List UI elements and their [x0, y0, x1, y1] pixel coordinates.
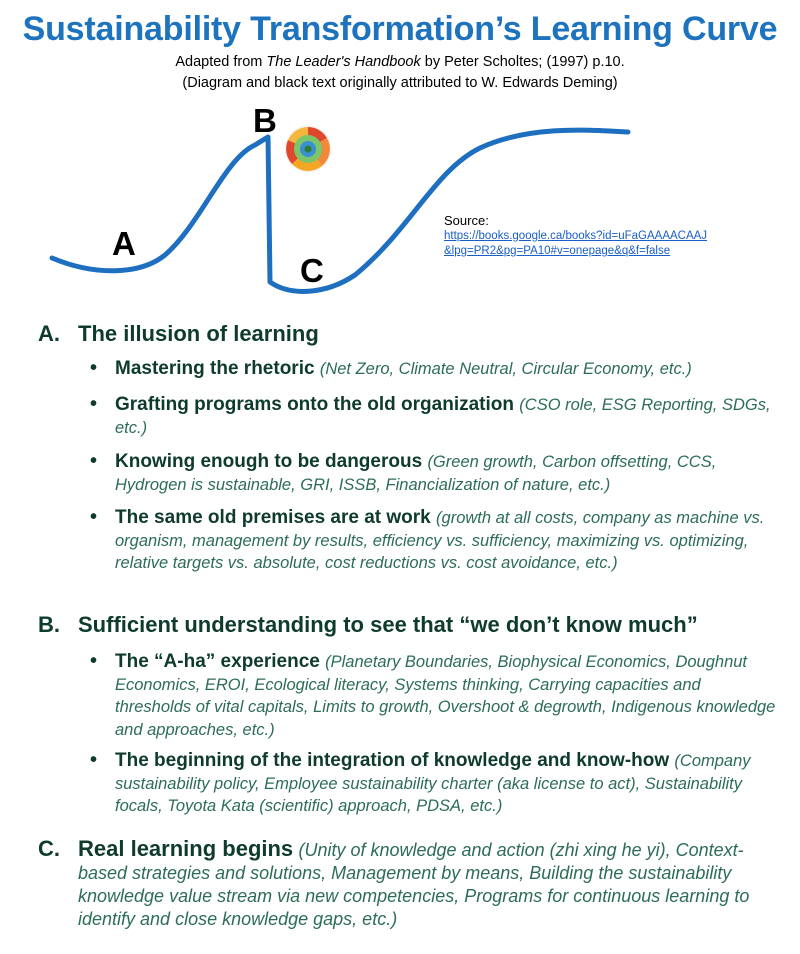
- learning-curve-path: [52, 130, 628, 291]
- curve-label-b: B: [253, 102, 277, 139]
- section-a-heading: [38, 321, 319, 347]
- learning-curve-diagram: [0, 100, 800, 315]
- subtitle-pre: Adapted from: [175, 54, 267, 70]
- section-b-letter: B.: [38, 612, 60, 637]
- bullet-head: The beginning of the integration of knowledge and know-how: [115, 750, 670, 771]
- section-a-letter: A.: [38, 321, 60, 346]
- subtitle-attribution: (Diagram and black text originally attributed to W. Edwards Deming): [182, 75, 618, 91]
- source-link-line1[interactable]: https://books.google.ca/books?id=uFaGAAAACAAJ: [444, 229, 708, 242]
- source-label: Source:: [444, 213, 489, 228]
- source-link-line2[interactable]: &lpg=PR2&pg=PA10#v=onepage&q&f=false: [444, 245, 671, 257]
- bullet-dot: •: [90, 357, 98, 379]
- section-a-title: The illusion of learning: [78, 321, 319, 346]
- page-title: Sustainability Transformation’s Learning Curve: [22, 10, 778, 48]
- curve-label-c: C: [300, 252, 324, 289]
- bullet-detail: (Net Zero, Climate Neutral, Circular Economy, etc.): [319, 360, 692, 378]
- section-c-detail: (Unity of knowledge and action (zhi xing he yi), Context-based strategies and solutions, Management by means, Building the sustainability knowledge value stream via new competencies, Programs for continuous learning to identify and close knowledge gaps, etc.): [78, 840, 750, 929]
- section-c-title: Real learning begins: [78, 836, 294, 861]
- bullet-dot: •: [90, 506, 98, 528]
- bullet-dot: •: [90, 450, 98, 472]
- learning-curve-svg: [0, 100, 800, 315]
- bullet-detail: (growth at all costs, company as machine vs. organism, management by results, efficiency vs. sufficiency, maximizing vs. optimizing, relative targets vs. absolute, cost reductions vs. cost avoidance, etc.): [115, 509, 765, 572]
- bullet-detail: (CSO role, ESG Reporting, SDGs, etc.): [115, 396, 771, 437]
- planetary-boundaries-doughnut-icon: [285, 126, 331, 172]
- list-item: [90, 750, 780, 818]
- list-item: [90, 451, 780, 496]
- bullet-detail: (Planetary Boundaries, Biophysical Economics, Doughnut Economics, EROI, Ecological literacy, Systems thinking, Carrying capacities and thresholds of vital capitals, Limits to growth, Overshoot & degrowth, Indigenous knowledge and approaches, etc.): [115, 653, 776, 739]
- section-c-letter: C.: [38, 836, 60, 861]
- list-item: [90, 507, 780, 575]
- section-b-heading: [38, 612, 698, 638]
- bullet-detail: (Green growth, Carbon offsetting, CCS, Hydrogen is sustainable, GRI, ISSB, Financialization of nature, etc.): [115, 453, 717, 494]
- list-item: [90, 394, 780, 439]
- section-c-body: [78, 838, 788, 931]
- bullet-head: Grafting programs onto the old organization: [115, 394, 514, 415]
- list-item: [90, 358, 780, 381]
- curve-label-a: A: [112, 225, 136, 262]
- bullet-head: Knowing enough to be dangerous: [115, 451, 423, 472]
- subtitle-book-title: The Leader's Handbook: [266, 54, 421, 70]
- subtitle-citation: [0, 54, 800, 70]
- bullet-dot: •: [90, 749, 98, 771]
- bullet-head: The same old premises are at work: [115, 507, 431, 528]
- subtitle-post: by Peter Scholtes; (1997) p.10.: [420, 54, 625, 70]
- bullet-head: Mastering the rhetoric: [115, 358, 315, 379]
- list-item: [90, 651, 780, 741]
- section-b-title: Sufficient understanding to see that “we don’t know much”: [78, 612, 698, 637]
- bullet-dot: •: [90, 393, 98, 415]
- bullet-dot: •: [90, 650, 98, 672]
- bullet-head: The “A-ha” experience: [115, 651, 320, 672]
- bullet-detail: (Company sustainability policy, Employee sustainability charter (aka license to act), Sustainability focals, Toyota Kata (scientific) approach, PDSA, etc.): [115, 752, 751, 815]
- source-block: [444, 213, 707, 260]
